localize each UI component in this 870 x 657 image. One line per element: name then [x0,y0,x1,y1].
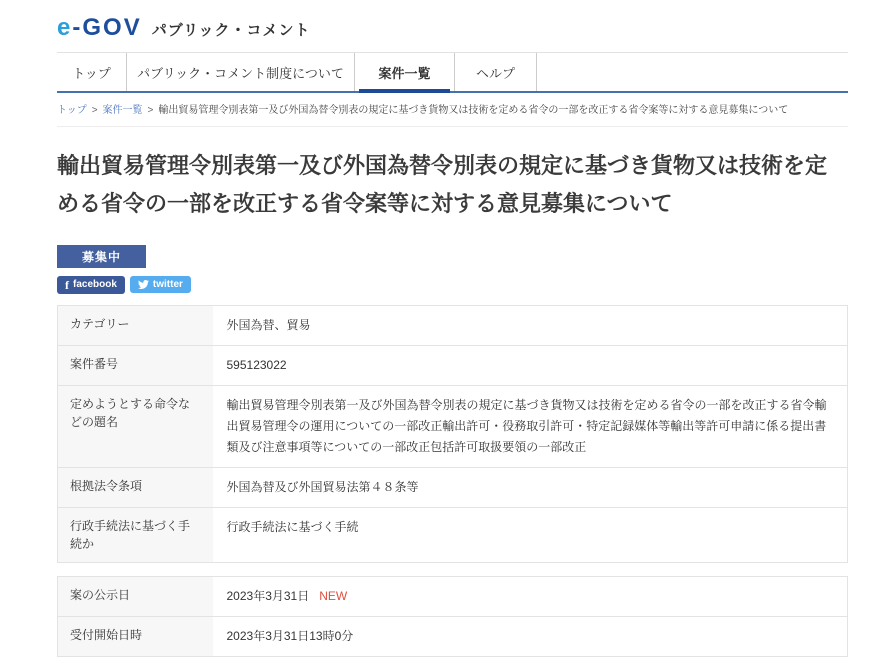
row-value: 595123022 [226,357,287,372]
facebook-share-button[interactable] [57,276,125,294]
table-row-category [58,305,848,345]
breadcrumb-separator: > [91,105,98,116]
table-row-ordinance-title [58,385,848,467]
social-share-buttons [57,276,848,294]
twitter-label: twitter [152,278,183,290]
nav-tab-top[interactable]: トップ [57,53,127,91]
row-label: 根拠法令条項 [58,467,213,507]
row-value: 外国為替及び外国貿易法第４８条等 [226,479,419,494]
row-value: 行政手続法に基づく手続 [226,519,359,534]
row-value: 輸出貿易管理令別表第一及び外国為替令別表の規定に基づき貨物又は技術を定める省令の一部を改正する省令輸出貿易管理令の運用についての一部改正輸出許可・役務取引許可・特定記録媒体等輸出等許可申請に係る提出書類及び注意事項等についての一部改正包括許可取扱要領の一部改正 [226,397,827,454]
case-dates-table [57,576,848,657]
row-label: カテゴリー [58,305,213,345]
row-label: 行政手続法に基づく手続か [58,507,213,562]
egov-logo[interactable] [57,14,848,42]
egov-logo-gov: -GOV [72,14,142,41]
row-label: 案件番号 [58,345,213,385]
breadcrumb-current-page: 輸出貿易管理令別表第一及び外国為替令別表の規定に基づき貨物又は技術を定める省令の一部を改正する省令案等に対する意見募集について [158,105,789,116]
new-badge: NEW [319,588,348,603]
table-row-procedure-type [58,507,848,562]
page-title: 輸出貿易管理令別表第一及び外国為替令別表の規定に基づき貨物又は技術を定める省令の一部を改正する省令案等に対する意見募集について [57,153,828,216]
table-row-legal-basis [58,467,848,507]
acceptance-start-datetime: 2023年3月31日13時0分 [226,628,354,643]
status-badge: 募集中 [57,245,146,268]
egov-logo-e: e [57,14,73,41]
table-row-publication-date [58,576,848,616]
row-value: 外国為替、貿易 [226,317,311,332]
table-row-case-number [58,345,848,385]
row-label: 案の公示日 [58,576,213,616]
breadcrumb-link-case-list[interactable]: 案件一覧 [102,105,143,116]
breadcrumb [57,93,848,127]
row-value [213,576,848,616]
breadcrumb-link-top[interactable]: トップ [57,105,87,116]
case-details-table [57,305,848,563]
twitter-bird-icon [138,279,149,290]
facebook-icon: f [65,277,69,292]
row-label: 定めようとする命令などの題名 [58,385,213,467]
twitter-share-button[interactable] [130,276,191,293]
nav-tab-case-list[interactable]: 案件一覧 [355,53,455,91]
site-header [57,14,848,42]
breadcrumb-separator: > [147,105,154,116]
main-nav [57,52,848,93]
table-row-acceptance-start [58,616,848,656]
nav-tab-help[interactable]: ヘルプ [455,53,537,91]
row-value [213,616,848,656]
row-label: 受付開始日時 [58,616,213,656]
nav-tab-about-system[interactable]: パブリック・コメント制度について [127,53,355,91]
facebook-label: facebook [73,278,117,290]
service-name: パブリック・コメント [151,22,311,39]
publication-date: 2023年3月31日 [226,588,310,603]
